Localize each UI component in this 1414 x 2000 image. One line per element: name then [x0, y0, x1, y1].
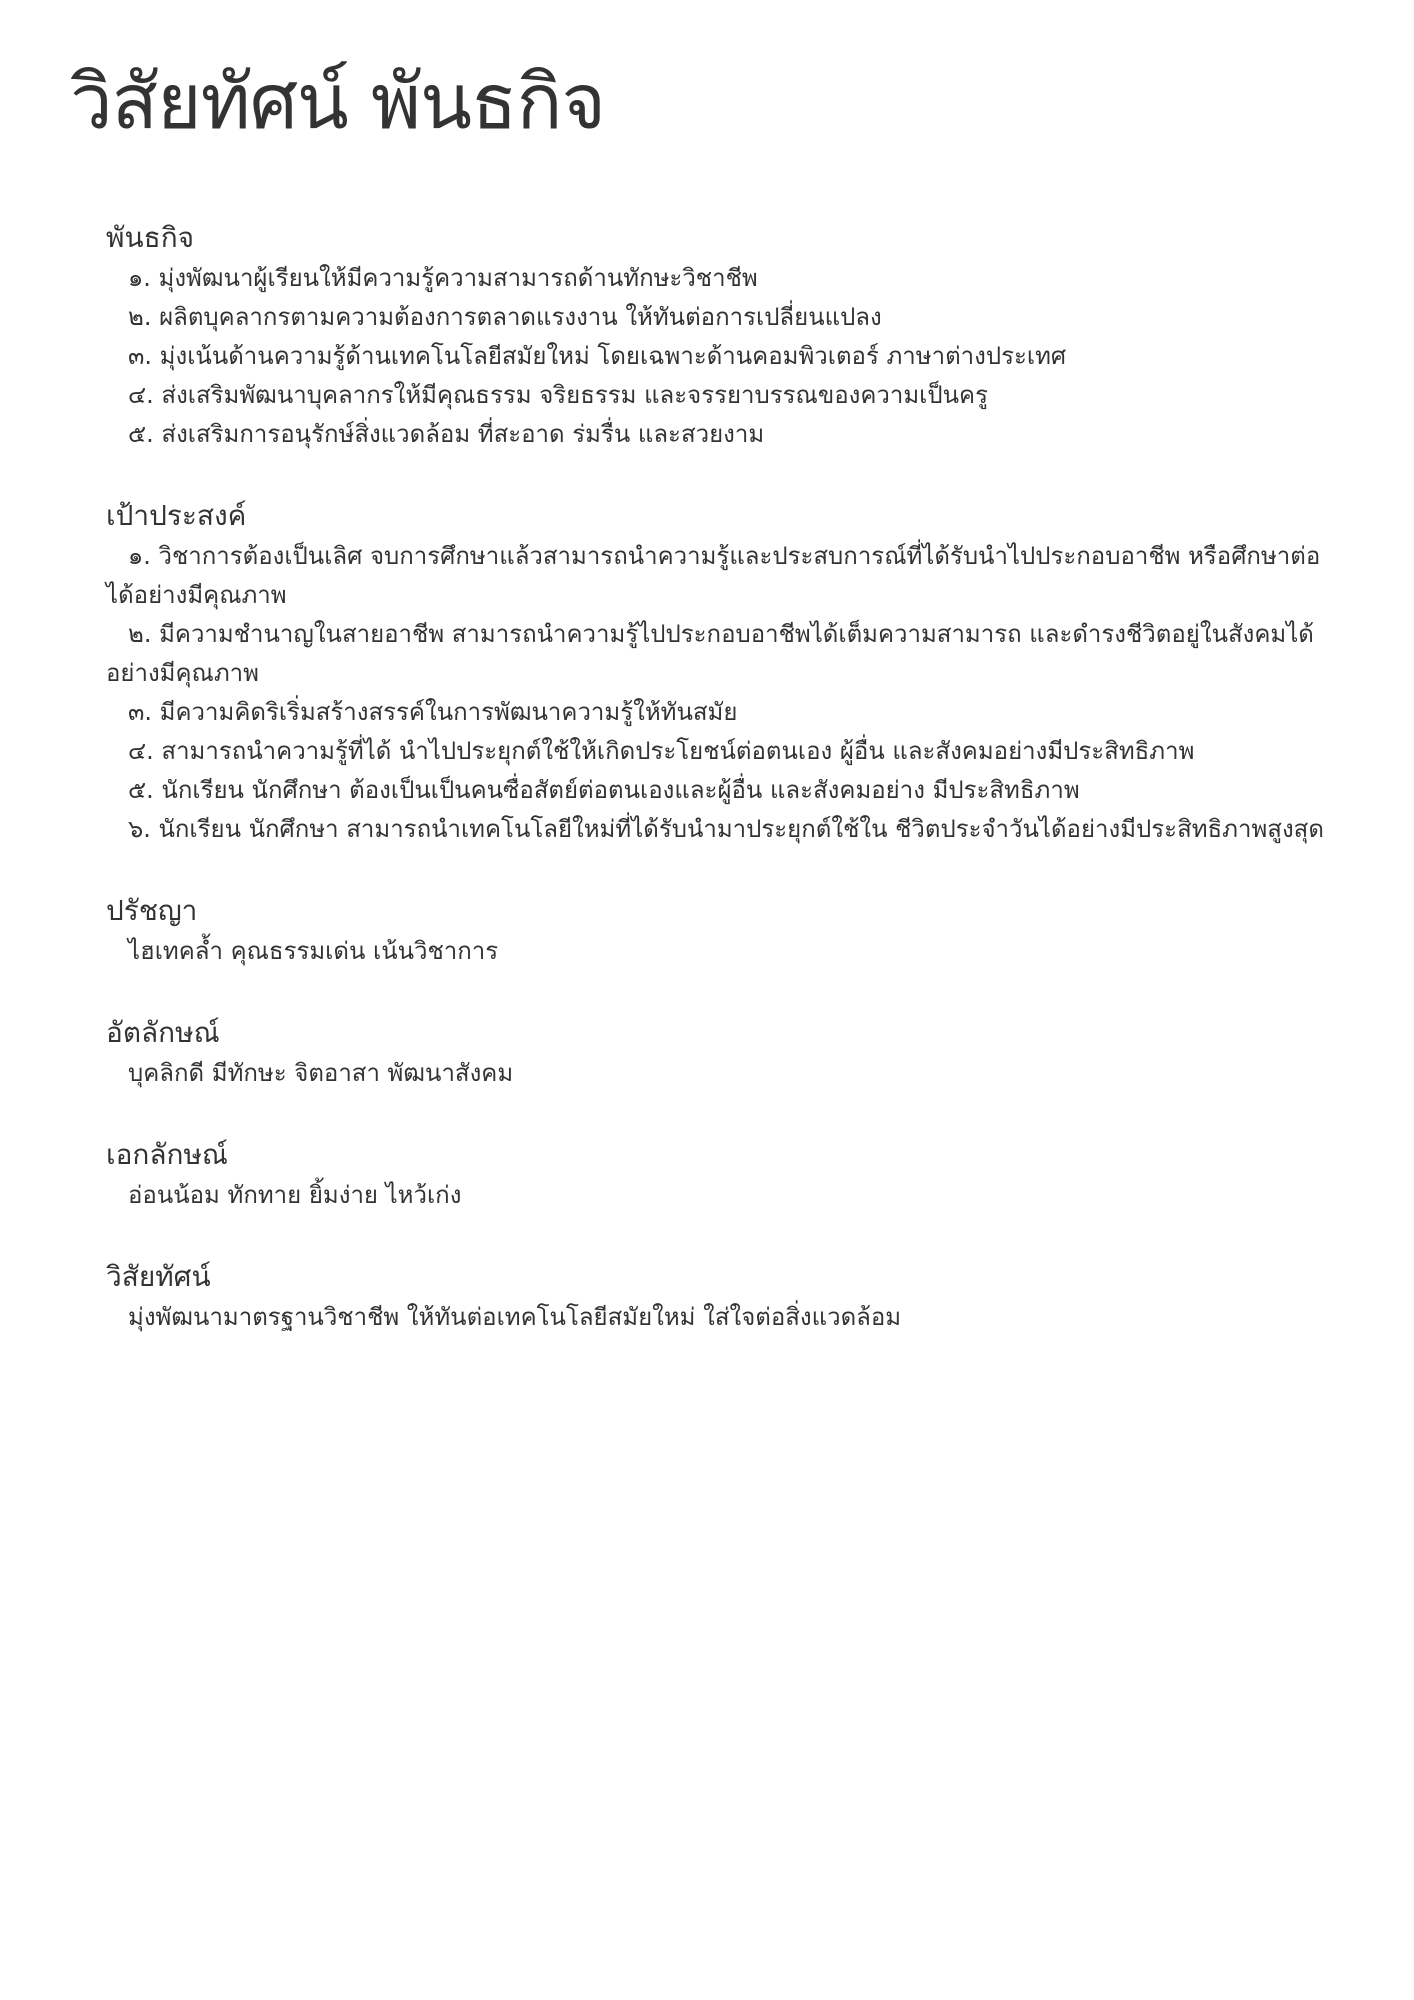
page-title: วิสัยทัศน์ พันธกิจ [70, 57, 606, 146]
identity-text: บุคลิกดี มีทักษะ จิตอาสา พัฒนาสังคม [128, 1059, 514, 1087]
mission-item: ๔. ส่งเสริมพัฒนาบุคลากรให้มีคุณธรรม จริยธรรม และจรรยาบรรณของความเป็นครู [128, 381, 988, 409]
vision-text: มุ่งพัฒนามาตรฐานวิชาชีพ ให้ทันต่อเทคโนโลยีสมัยใหม่ ใส่ใจต่อสิ่งแวดล้อม [128, 1303, 902, 1331]
objective-item: ๓. มีความคิดริเริ่มสร้างสรรค์ในการพัฒนาความรู้ให้ทันสมัย [128, 698, 738, 726]
document-content [106, 220, 1326, 1381]
objective-item: ๔. สามารถนำความรู้ที่ได้ นำไปประยุกต์ใช้ให้เกิดประโยชน์ต่อตนเอง ผู้อื่น และสังคมอย่างมีประสิทธิภาพ [128, 737, 1195, 765]
objectives-heading: เป้าประสงค์ [106, 499, 247, 532]
objective-item: ๕. นักเรียน นักศึกษา ต้องเป็นเป็นคนซื่อสัตย์ต่อตนเองและผู้อื่น และสังคมอย่าง มีประสิทธิภาพ [128, 776, 1080, 804]
objective-item: ๖. นักเรียน นักศึกษา สามารถนำเทคโนโลยีใหม่ที่ได้รับนำมาประยุกต์ใช้ใน ชีวิตประจำวันได้อย่างมีประสิทธิภาพสูงสุด [128, 815, 1324, 843]
uniqueness-text: อ่อนน้อม ทักทาย ยิ้มง่าย ไหว้เก่ง [128, 1181, 462, 1209]
mission-item: ๒. ผลิตบุคลากรตามความต้องการตลาดแรงงาน ให้ทันต่อการเปลี่ยนแปลง [128, 303, 882, 331]
mission-heading: พันธกิจ [106, 221, 195, 254]
identity-section [106, 1015, 1326, 1093]
objective-item: ๑. วิชาการต้องเป็นเลิศ จบการศึกษาแล้วสามารถนำความรู้และประสบการณ์ที่ได้รับนำไปประกอบอาชีพ หรือศึกษาต่อได้อย่างมีคุณภาพ [106, 542, 1321, 609]
uniqueness-heading: เอกลักษณ์ [106, 1138, 228, 1171]
philosophy-heading: ปรัชญา [106, 894, 198, 927]
mission-item: ๓. มุ่งเน้นด้านความรู้ด้านเทคโนโลยีสมัยใหม่ โดยเฉพาะด้านคอมพิวเตอร์ ภาษาต่างประเทศ [128, 342, 1067, 370]
objective-item: ๒. มีความชำนาญในสายอาชีพ สามารถนำความรู้ไปประกอบอาชีพได้เต็มความสามารถ และดำรงชีวิตอยู่ในสังคมได้อย่างมีคุณภาพ [106, 620, 1314, 687]
vision-section [106, 1259, 1326, 1337]
mission-item: ๕. ส่งเสริมการอนุรักษ์สิ่งแวดล้อม ที่สะอาด ร่มรื่น และสวยงาม [128, 420, 765, 448]
philosophy-section [106, 893, 1326, 971]
objectives-section [106, 498, 1326, 849]
mission-item: ๑. มุ่งพัฒนาผู้เรียนให้มีความรู้ความสามารถด้านทักษะวิชาชีพ [128, 264, 758, 292]
vision-heading: วิสัยทัศน์ [106, 1260, 211, 1293]
uniqueness-section [106, 1137, 1326, 1215]
identity-heading: อัตลักษณ์ [106, 1016, 220, 1049]
philosophy-text: ไฮเทคล้ำ คุณธรรมเด่น เน้นวิชาการ [128, 937, 499, 965]
mission-section [106, 220, 1326, 454]
